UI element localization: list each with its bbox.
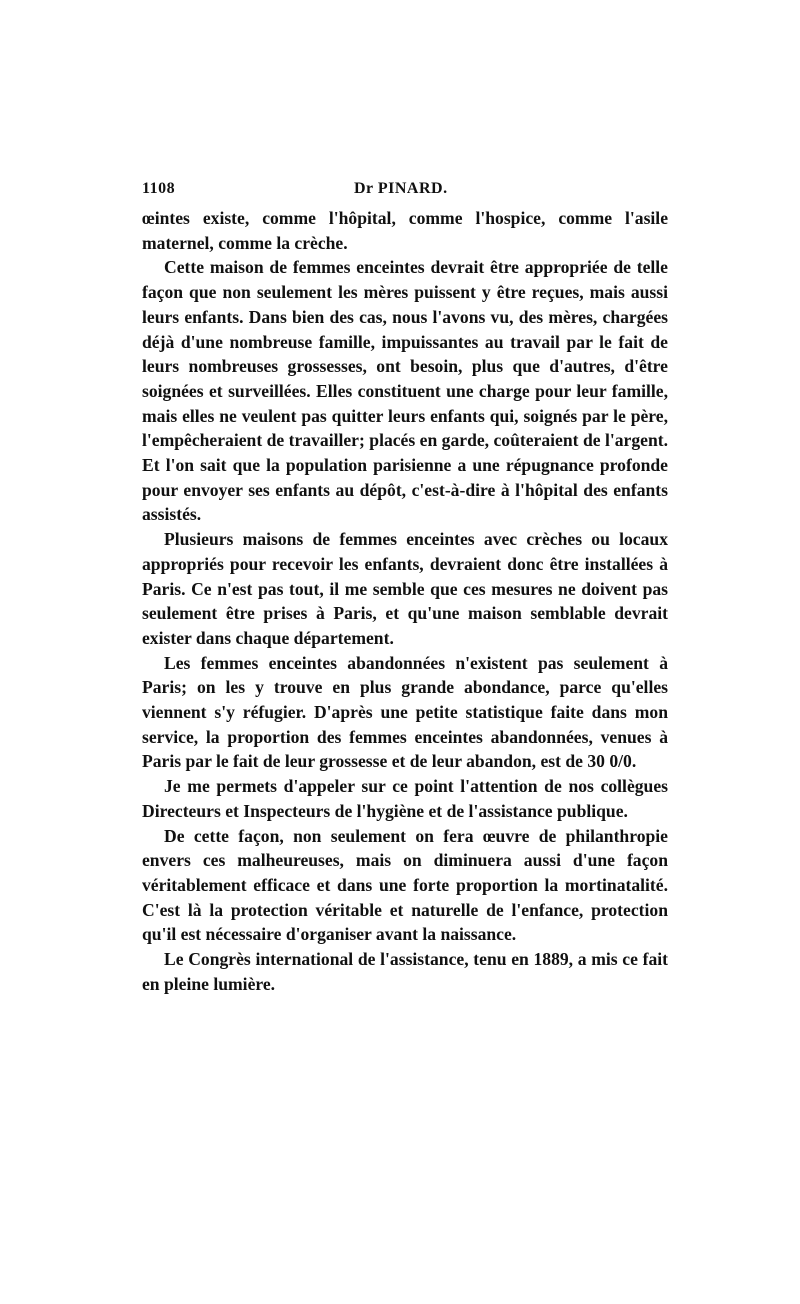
- book-page: [142, 176, 668, 997]
- paragraph-continued: œintes existe, comme l'hôpital, comme l'hospice, comme l'asile maternel, comme la crèche.: [142, 208, 668, 253]
- paragraph: Les femmes enceintes abandonnées n'existent pas seulement à Paris; on les y trouve en plus grande abondance, parce qu'elles viennent s'y réfugier. D'après une petite statistique faite dans mon service, la proportion des femmes enceintes abandonnées, venues à Paris par le fait de leur grossesse et de leur abandon, est de 30 0/0.: [142, 652, 668, 772]
- running-title: Dr PINARD.: [354, 180, 448, 197]
- body-text: [142, 206, 668, 997]
- paragraph: Je me permets d'appeler sur ce point l'attention de nos collègues Directeurs et Inspecteurs de l'hygiène et de l'assistance publique.: [142, 776, 668, 821]
- paragraph: Le Congrès international de l'assistance, tenu en 1889, a mis ce fait en pleine lumière.: [142, 949, 668, 994]
- paragraph: De cette façon, non seulement on fera œuvre de philanthropie envers ces malheureuses, mais on diminuera aussi d'une façon véritablement efficace et dans une forte proportion la mortinatalité. C'est là la protection véritable et naturelle de l'enfance, protection qu'il est nécessaire d'organiser avant la naissance.: [142, 825, 668, 945]
- running-head: [142, 176, 668, 206]
- paragraph: Cette maison de femmes enceintes devrait être appropriée de telle façon que non seulement les mères puissent y être reçues, mais aussi leurs enfants. Dans bien des cas, nous l'avons vu, des mères, chargées déjà d'une nombreuse famille, impuissantes au travail par le fait de leurs nombreuses grossesses, ont besoin, plus que d'autres, d'être soignées et surveillées. Elles constituent une charge pour leur famille, mais elles ne veulent pas quitter leurs enfants qui, soignés par le père, l'empêcheraient de travailler; placés en garde, coûteraient de l'argent. Et l'on sait que la population parisienne a une répugnance profonde pour envoyer ses enfants au dépôt, c'est-à-dire à l'hôpital des enfants assistés.: [142, 257, 668, 525]
- page-number: 1108: [142, 180, 176, 197]
- paragraph: Plusieurs maisons de femmes enceintes avec crèches ou locaux appropriés pour recevoir les enfants, devraient donc être installées à Paris. Ce n'est pas tout, il me semble que ces mesures ne doivent pas seulement être prises à Paris, et qu'une maison semblable devrait exister dans chaque département.: [142, 529, 668, 648]
